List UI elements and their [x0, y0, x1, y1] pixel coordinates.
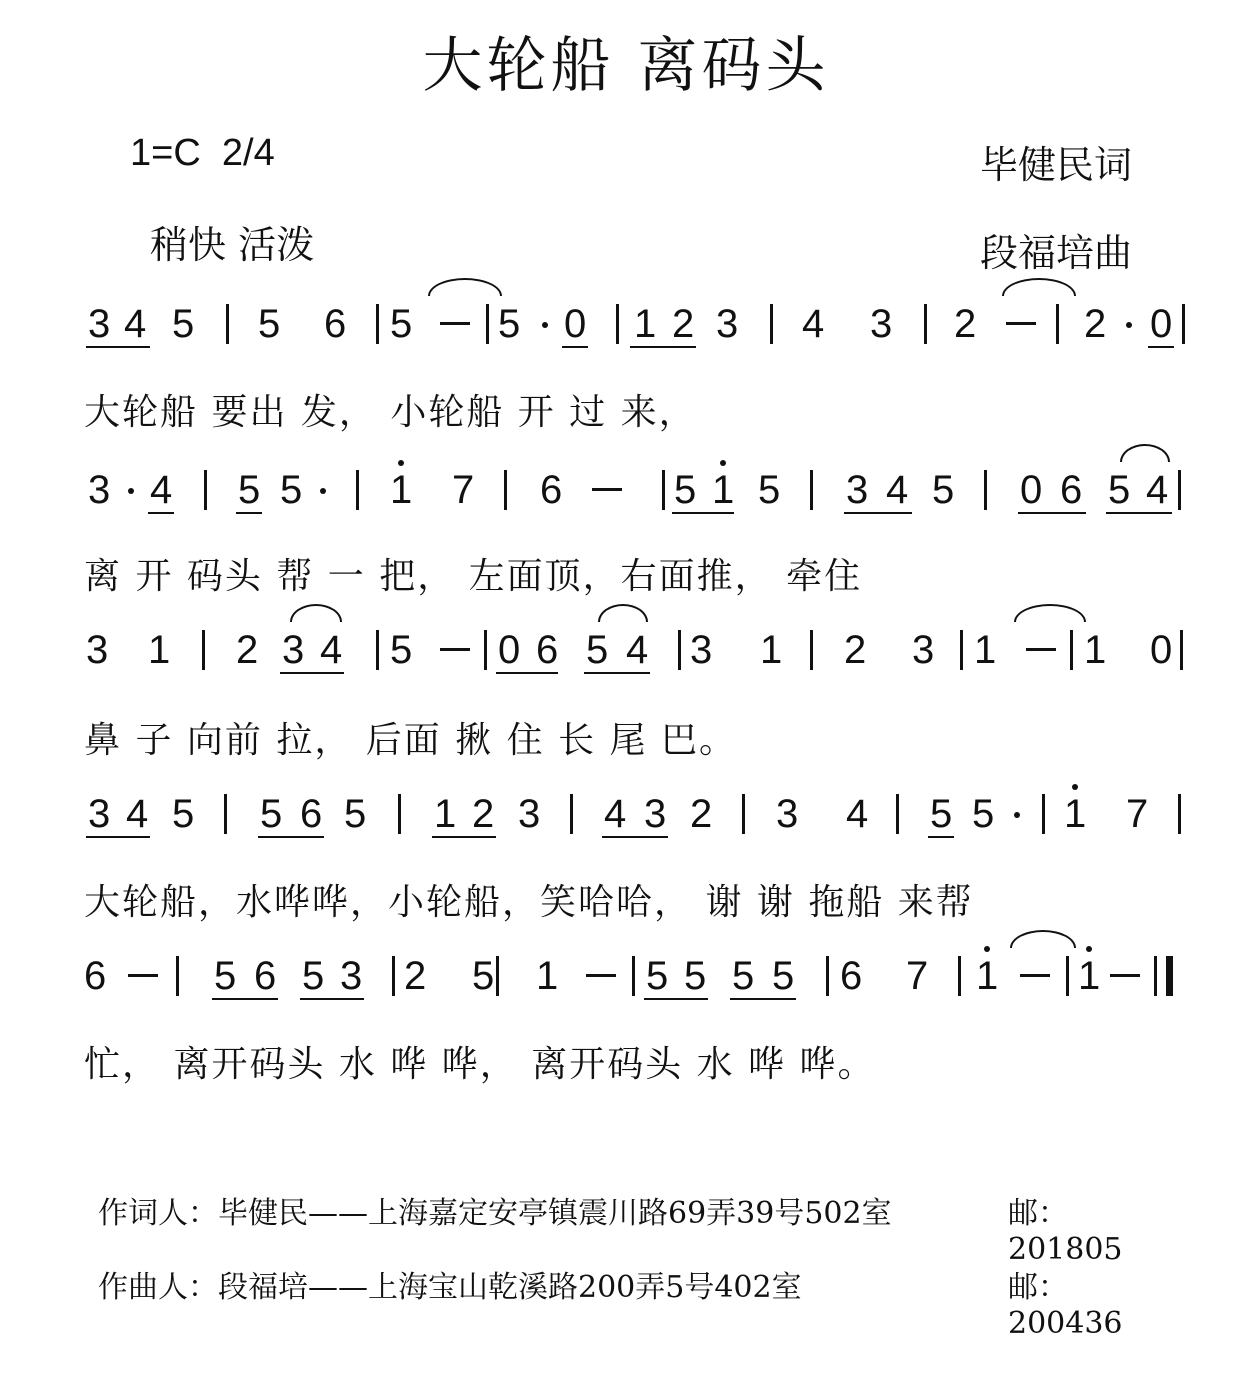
barline	[632, 956, 635, 996]
barline	[1056, 304, 1059, 344]
note: 6	[540, 468, 563, 512]
sustain-dash	[586, 974, 616, 977]
augmentation-dot	[320, 488, 326, 494]
note: 3	[644, 792, 667, 836]
eighth-beam	[928, 836, 954, 838]
barline	[810, 470, 813, 510]
composer-postcode: 邮：200436	[1008, 1270, 1123, 1341]
eighth-beam	[672, 512, 734, 514]
note: 5	[674, 468, 697, 512]
barline	[1070, 630, 1073, 670]
barline	[176, 956, 179, 996]
note: 3	[86, 628, 109, 672]
note: 1	[634, 302, 657, 346]
augmentation-dot	[1126, 322, 1132, 328]
sustain-dash	[592, 488, 622, 491]
note: 3	[846, 468, 869, 512]
octave-dot	[1086, 946, 1092, 952]
note: 1	[536, 954, 559, 998]
note: 5	[1108, 468, 1131, 512]
barline	[484, 630, 487, 670]
slur-arc	[1010, 930, 1076, 948]
slur-arc	[1014, 604, 1086, 622]
note: 4	[150, 468, 173, 512]
note: 5	[172, 302, 195, 346]
composer-credit: 段福培曲	[980, 231, 1133, 275]
note: 1	[974, 628, 997, 672]
sustain-dash	[440, 648, 470, 651]
barline	[570, 794, 573, 834]
note: 0	[498, 628, 521, 672]
note: 0	[1150, 628, 1173, 672]
barline	[1178, 794, 1181, 834]
eighth-beam	[86, 836, 150, 838]
note: 6	[536, 628, 559, 672]
note: 5	[172, 792, 195, 836]
note: 3	[518, 792, 541, 836]
note: 6	[84, 954, 107, 998]
barline	[770, 304, 773, 344]
lyricist-credit: 毕健民词	[980, 143, 1133, 187]
eighth-beam	[644, 998, 708, 1000]
eighth-beam	[562, 346, 588, 348]
barline	[356, 470, 359, 510]
tempo-marking: 稍快 活泼	[150, 223, 315, 267]
note: 4	[604, 792, 627, 836]
note: 0	[564, 302, 587, 346]
barline	[224, 794, 227, 834]
note: 1	[1078, 954, 1101, 998]
note: 1	[390, 468, 413, 512]
barline	[678, 630, 681, 670]
eighth-beam	[148, 512, 174, 514]
eighth-beam	[1148, 346, 1174, 348]
barline	[960, 630, 963, 670]
slur-arc	[598, 604, 648, 622]
barline	[1182, 304, 1185, 344]
note: 3	[912, 628, 935, 672]
barline	[662, 470, 665, 510]
lyrics-line-5: 忙， 离开码头 水 哗 哗， 离开码头 水 哗 哗。	[84, 1044, 876, 1085]
eighth-beam	[630, 346, 696, 348]
eighth-beam	[496, 672, 558, 674]
note: 7	[1126, 792, 1149, 836]
note: 2	[472, 792, 495, 836]
eighth-beam	[602, 836, 668, 838]
final-barline	[1166, 956, 1173, 996]
note: 5	[390, 302, 413, 346]
barline	[376, 304, 379, 344]
sustain-dash	[1026, 648, 1056, 651]
note: 5	[214, 954, 237, 998]
note: 7	[452, 468, 475, 512]
barline	[376, 630, 379, 670]
barline	[1180, 630, 1183, 670]
note: 5	[258, 302, 281, 346]
note: 5	[772, 954, 795, 998]
augmentation-dot	[1014, 812, 1020, 818]
note: 5	[586, 628, 609, 672]
barline	[1178, 470, 1181, 510]
eighth-beam	[86, 346, 150, 348]
key-signature-time: 1=C 2/4	[130, 132, 275, 174]
note: 5	[390, 628, 413, 672]
note: 3	[716, 302, 739, 346]
score-line-1	[80, 300, 1200, 390]
note: 4	[320, 628, 343, 672]
note: 1	[712, 468, 735, 512]
lyrics-line-4: 大轮船，水哗哗，小轮船，笑哈哈， 谢 谢 拖船 来帮	[84, 882, 974, 923]
eighth-beam	[212, 998, 278, 1000]
note: 4	[802, 302, 825, 346]
barline	[826, 956, 829, 996]
score-line-5	[80, 952, 1200, 1042]
score-line-3	[80, 626, 1200, 716]
note: 2	[1084, 302, 1107, 346]
note: 5	[260, 792, 283, 836]
barline	[1042, 794, 1045, 834]
barline	[204, 470, 207, 510]
barline	[810, 630, 813, 670]
note: 1	[1084, 628, 1107, 672]
octave-dot	[720, 460, 726, 466]
barline	[616, 304, 619, 344]
eighth-beam	[730, 998, 796, 1000]
lyrics-line-2: 离 开 码头 帮 一 把， 左面顶，右面推， 牵住	[84, 556, 863, 597]
note: 7	[906, 954, 929, 998]
augmentation-dot	[542, 322, 548, 328]
sustain-dash	[128, 974, 158, 977]
note: 1	[760, 628, 783, 672]
barline	[226, 304, 229, 344]
note: 5	[646, 954, 669, 998]
composer-address	[98, 1262, 1123, 1341]
octave-dot	[1072, 784, 1078, 790]
eighth-beam	[1018, 512, 1086, 514]
augmentation-dot	[128, 488, 134, 494]
lyricist-address-text: 作词人：毕健民——上海嘉定安亭镇震川路69弄39号502室	[98, 1196, 892, 1231]
slur-arc	[1120, 444, 1170, 462]
eighth-beam	[258, 836, 324, 838]
note: 1	[976, 954, 999, 998]
score-line-2	[80, 466, 1200, 556]
note: 5	[238, 468, 261, 512]
barline	[958, 956, 961, 996]
lyrics-line-1: 大轮船 要出 发， 小轮船 开 过 来，	[84, 392, 697, 433]
note: 3	[88, 468, 111, 512]
slur-arc	[1002, 278, 1076, 296]
score-line-4	[80, 790, 1200, 880]
lyrics-line-3: 鼻 子 向前 拉， 后面 揪 住 长 尾 巴。	[84, 720, 737, 761]
note: 4	[126, 792, 149, 836]
note: 4	[1146, 468, 1169, 512]
eighth-beam	[432, 836, 496, 838]
note: 5	[498, 302, 521, 346]
barline	[496, 956, 499, 996]
note: 3	[690, 628, 713, 672]
barline	[896, 794, 899, 834]
note: 2	[672, 302, 695, 346]
sustain-dash	[1006, 322, 1036, 325]
note: 2	[404, 954, 427, 998]
note: 2	[690, 792, 713, 836]
slur-arc	[428, 278, 502, 296]
note: 0	[1020, 468, 1043, 512]
note: 2	[954, 302, 977, 346]
note: 2	[236, 628, 259, 672]
barline	[504, 470, 507, 510]
note: 5	[472, 954, 495, 998]
note: 5	[302, 954, 325, 998]
note: 6	[300, 792, 323, 836]
note: 4	[846, 792, 869, 836]
note: 1	[1064, 792, 1087, 836]
note: 6	[1060, 468, 1083, 512]
barline	[924, 304, 927, 344]
note: 3	[340, 954, 363, 998]
lyricist-address	[98, 1188, 1123, 1267]
note: 3	[870, 302, 893, 346]
note: 3	[282, 628, 305, 672]
eighth-beam	[844, 512, 912, 514]
barline	[202, 630, 205, 670]
barline	[398, 794, 401, 834]
note: 6	[324, 302, 347, 346]
sustain-dash	[1110, 974, 1140, 977]
note: 3	[88, 792, 111, 836]
barline	[1066, 956, 1069, 996]
note: 0	[1150, 302, 1173, 346]
sustain-dash	[1020, 974, 1050, 977]
note: 4	[124, 302, 147, 346]
note: 5	[972, 792, 995, 836]
eighth-beam	[584, 672, 650, 674]
note: 1	[148, 628, 171, 672]
eighth-beam	[280, 672, 344, 674]
eighth-beam	[300, 998, 364, 1000]
sustain-dash	[440, 322, 470, 325]
note: 4	[886, 468, 909, 512]
octave-dot	[984, 946, 990, 952]
note: 5	[932, 468, 955, 512]
note: 2	[844, 628, 867, 672]
lyricist-postcode: 邮：201805	[1008, 1196, 1123, 1267]
note: 1	[434, 792, 457, 836]
octave-dot	[398, 460, 404, 466]
barline	[392, 956, 395, 996]
note: 5	[758, 468, 781, 512]
note: 6	[840, 954, 863, 998]
eighth-beam	[1106, 512, 1172, 514]
note: 5	[732, 954, 755, 998]
composer-address-text: 作曲人：段福培——上海宝山乾溪路200弄5号402室	[98, 1270, 802, 1305]
note: 3	[88, 302, 111, 346]
note: 3	[776, 792, 799, 836]
eighth-beam	[236, 512, 262, 514]
note: 6	[254, 954, 277, 998]
note: 5	[280, 468, 303, 512]
barline	[742, 794, 745, 834]
barline	[486, 304, 489, 344]
note: 5	[930, 792, 953, 836]
note: 5	[344, 792, 367, 836]
note: 5	[684, 954, 707, 998]
song-title: 大轮船 离码头	[422, 31, 830, 101]
note: 4	[626, 628, 649, 672]
barline	[984, 470, 987, 510]
slur-arc	[290, 604, 342, 622]
barline	[1154, 956, 1157, 996]
